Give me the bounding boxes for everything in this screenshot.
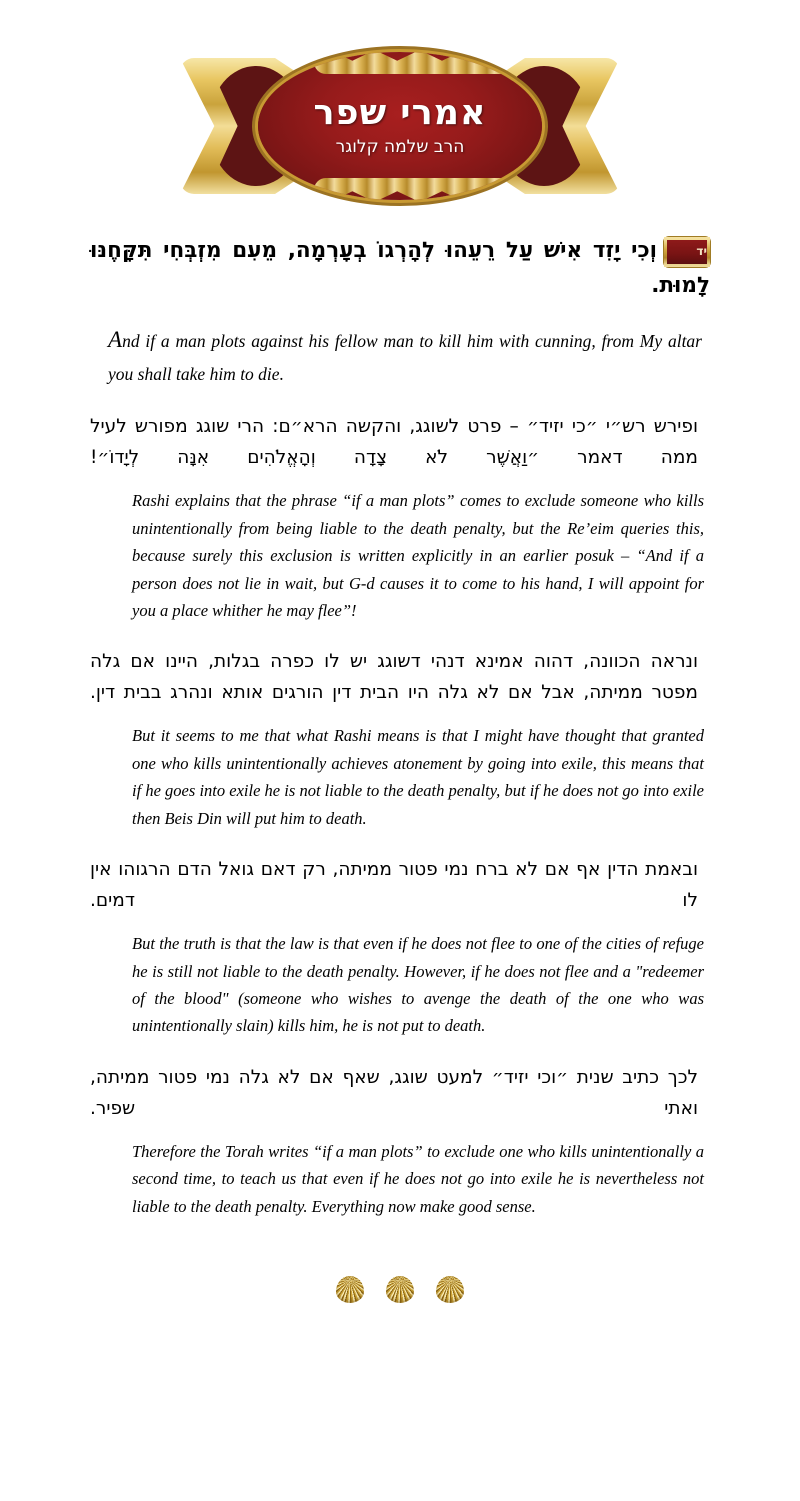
footer-ornaments — [0, 1242, 800, 1343]
gold-shell-icon — [386, 1276, 414, 1303]
commentary-english-1: Rashi explains that the phrase “if a man plots” comes to exclude someone who kills unintentionally from being liable to the death penalty, but the Re’eim queries this, because surely this exclusion is written explicitly in an earlier posuk – “And if a person does not lie in wait, but G-d causes it to come to his hand, I will appoint for you a place whither he may flee”! — [132, 491, 704, 620]
gold-shell-icon — [336, 1276, 364, 1303]
verse-heading — [90, 234, 710, 304]
banner-graphic — [184, 52, 616, 200]
verse-translation-dropcap: A — [108, 326, 123, 352]
content-column — [90, 200, 710, 1220]
gold-shell-icon — [436, 1276, 464, 1303]
commentary-hebrew-2: ונראה הכוונה, דהוה אמינא דנהי דשוגג יש לו כפרה בגלות, היינו אם גלה מפטר ממיתה, אבל אם לא גלה היו הבית דין הורגים אותא ונהרג בבית דין. — [90, 651, 698, 704]
verse-translation-text: nd if a man plots against his fellow man to kill him with cunning, from My altar you shall take him to die. — [108, 330, 702, 385]
commentary-hebrew-3: ובאמת הדין אף אם לא ברח נמי פטור ממיתה, רק דאם גואל הדם הרגוהו אין לו דמים. — [90, 858, 698, 912]
commentary-english-4: Therefore the Torah writes “if a man plots” to exclude one who kills unintentionally a second time, to teach us that even if he does not go into exile he is nevertheless not liable to the death penalty. Everything now make good sense. — [132, 1141, 704, 1216]
commentary-hebrew-1: ופירש רש״י ״כי יזיד״ – פרט לשוגג, והקשה הרא״ם: הרי שוגג מפורש לעיל ממה דאמר ״וַאֲשֶׁר לֹא צָדָה וְהָאֱלֹהִים אִנָּה לְיָדוֹ״! — [90, 416, 698, 469]
banner-subtitle: הרב שלמה קלוגר — [335, 137, 465, 158]
verse-translation — [90, 320, 710, 390]
verse-hebrew-text: וְכִי יָזִד אִישׁ עַל רֵעֵהוּ לְהָרְגוֹ בְעָרְמָה, מֵעִם מִזְבְּחִי תִּקָּחֶנּוּ לָמוּת. — [90, 238, 710, 298]
banner-title: אמרי שפר — [313, 92, 487, 133]
banner-chain-top-icon — [314, 52, 542, 74]
banner-header — [0, 0, 800, 200]
verse-number-badge: יד — [664, 237, 710, 267]
banner-chain-bottom-icon — [314, 178, 542, 200]
commentary-hebrew-4: לכך כתיב שנית ״וכי יזיד״ למעט שוגג, שאף אם לא גלה נמי פטור ממיתה, ואתי שפיר. — [90, 1066, 698, 1119]
commentary-english-2: But it seems to me that what Rashi means is that I might have thought that granted one who kills unintentionally achieves atonement by going into exile, this means that if he goes into exile he is not liable to the death penalty, but if he does not go into exile then Beis Din will put him to death. — [132, 726, 704, 828]
commentary-english-3: But the truth is that the law is that even if he does not flee to one of the cities of refuge he is still not liable to the death penalty. However, if he does not flee and a "redeemer of the blood" (someone who wishes to avenge the death of the one who was unintentionally slain) kills him, he is not put to death. — [132, 934, 704, 1036]
banner-plaque — [258, 52, 542, 200]
